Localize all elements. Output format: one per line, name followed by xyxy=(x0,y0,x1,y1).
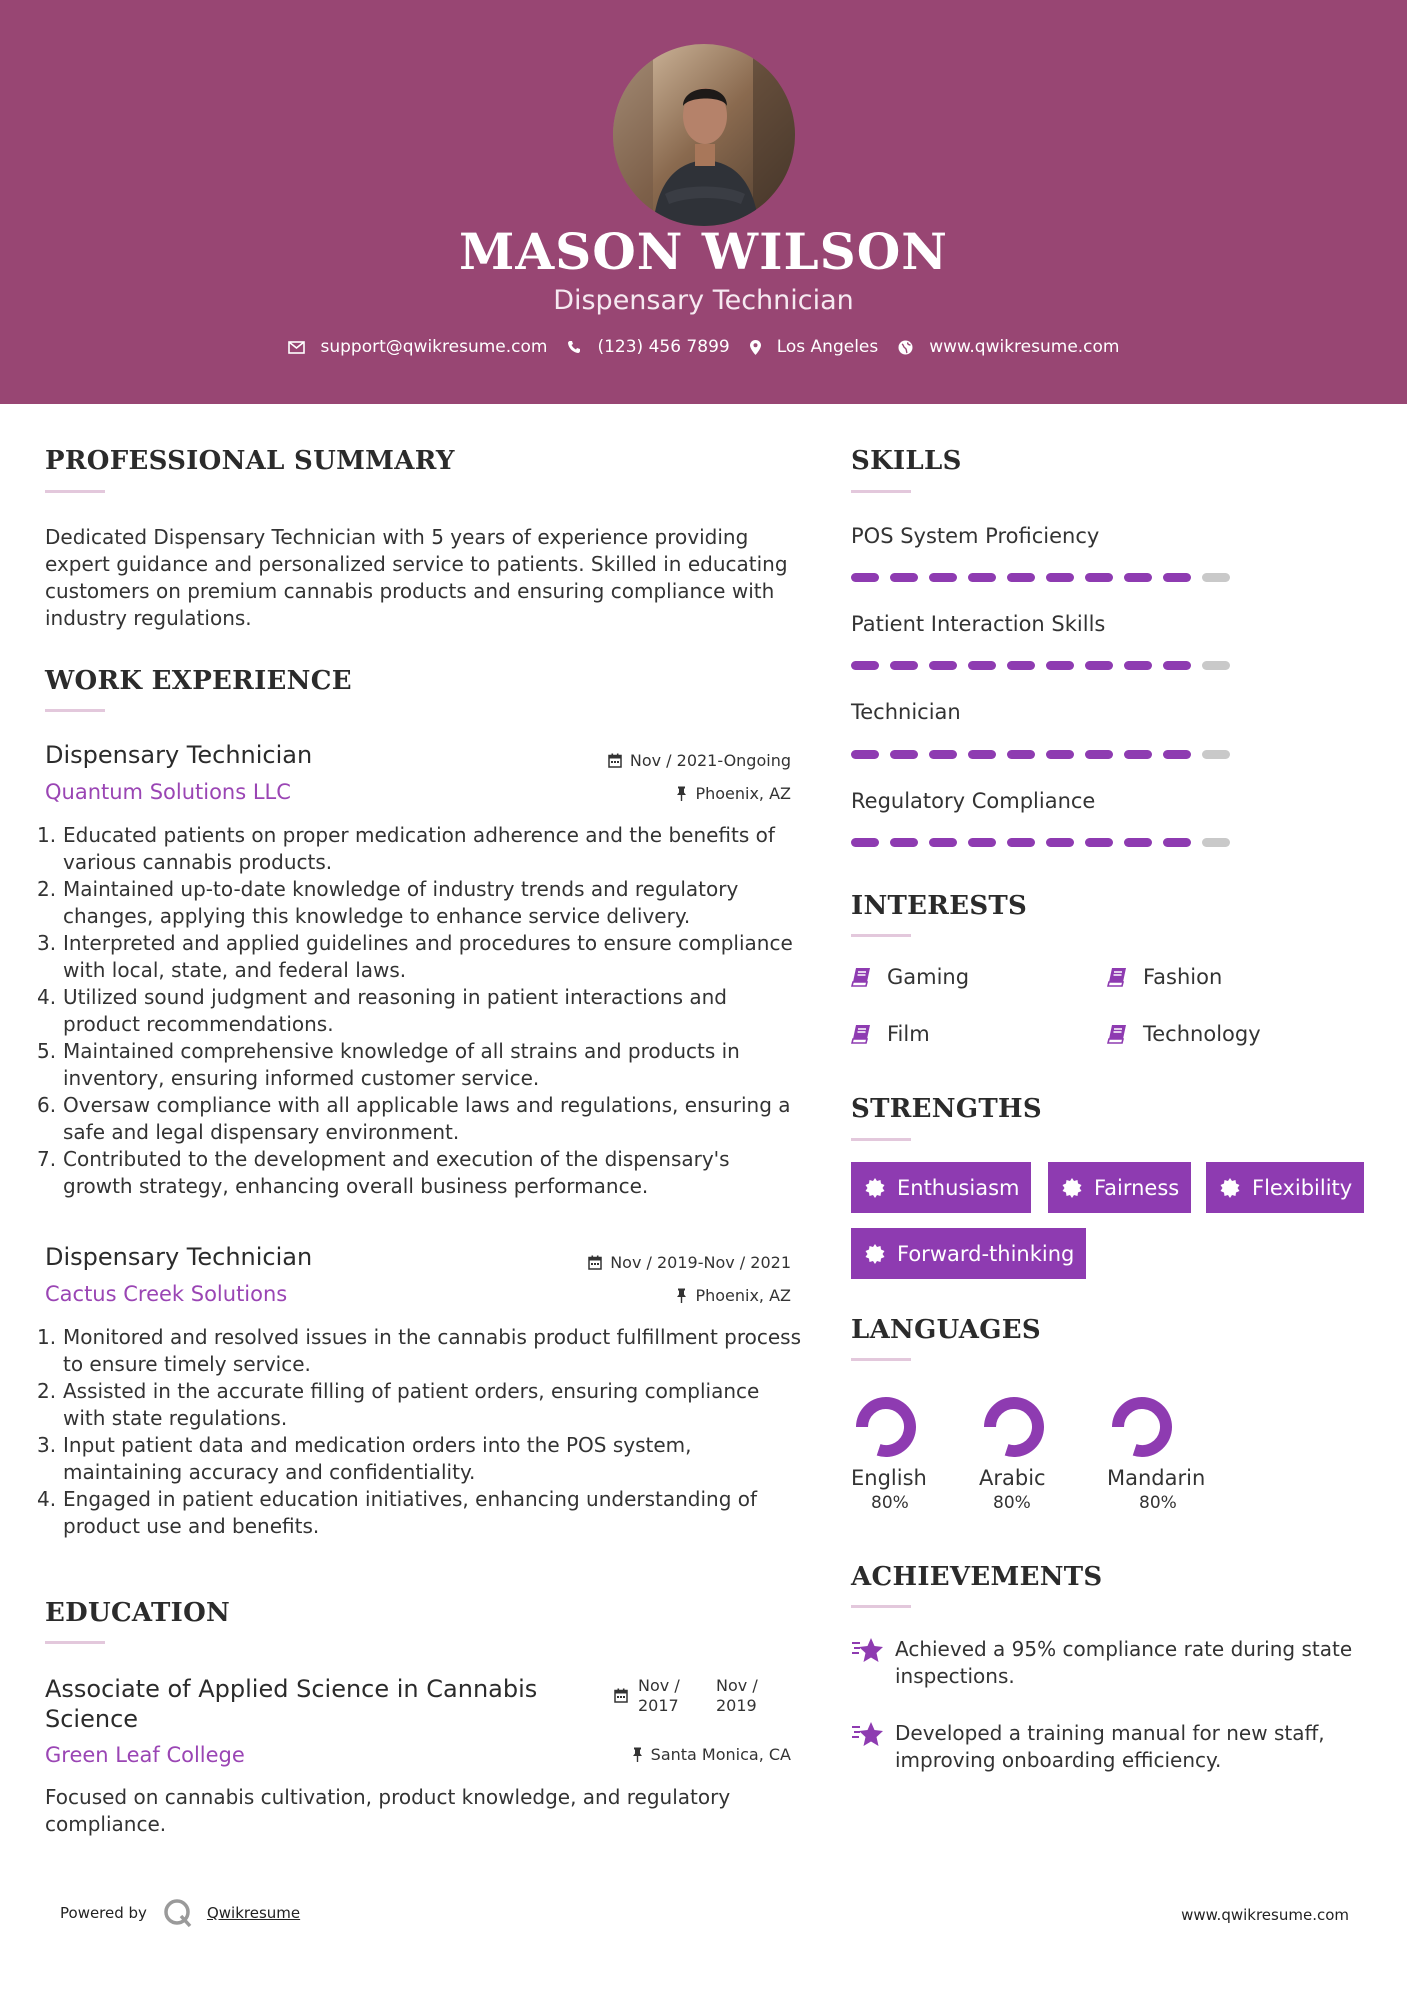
achievements-rule xyxy=(851,1605,911,1608)
skill-rating-segment xyxy=(1163,573,1191,582)
job-title: Dispensary Technician xyxy=(45,1243,313,1271)
degree-title: Associate of Applied Science in Cannabis Science xyxy=(45,1675,538,1733)
pushpin-icon xyxy=(676,1288,687,1303)
language-item xyxy=(1107,1392,1227,1513)
skill-label: Technician xyxy=(851,700,961,724)
list-item: 4. Engaged in patient education initiatives, enhancing understanding of product use and benefits. xyxy=(37,1487,758,1538)
skill-rating-segment xyxy=(890,661,918,670)
school-name: Green Leaf College xyxy=(45,1743,245,1767)
education-description: Focused on cannabis cultivation, product knowledge, and regulatory compliance. xyxy=(45,1785,731,1836)
list-item: 5. Maintained comprehensive knowledge of all strains and products in inventory, ensuring informed customer service. xyxy=(37,1039,740,1090)
phone-icon xyxy=(567,340,581,354)
skill-rating-segment xyxy=(1046,573,1074,582)
experience-heading: WORK EXPERIENCE xyxy=(45,666,352,696)
footer-powered-by xyxy=(60,1898,300,1928)
envelope-icon xyxy=(288,341,305,354)
education-dates xyxy=(614,1676,770,1716)
skill-rating-segment xyxy=(1163,838,1191,847)
strength-chip: Flexibility xyxy=(1206,1162,1364,1213)
skill-label: Patient Interaction Skills xyxy=(851,612,1106,636)
book-icon xyxy=(1107,967,1127,987)
skill-rating-segment xyxy=(1202,750,1230,759)
education-rule xyxy=(45,1641,105,1644)
skill-rating-segment xyxy=(968,573,996,582)
skill-rating-segment xyxy=(1163,750,1191,759)
job-bullet-list xyxy=(37,1324,805,1540)
language-progress-arc xyxy=(862,1403,910,1451)
skill-rating-bar xyxy=(851,661,1231,671)
skill-rating-bar xyxy=(851,750,1231,760)
badge-icon xyxy=(865,1244,885,1264)
pushpin-icon xyxy=(632,1747,643,1762)
badge-icon xyxy=(865,1178,885,1198)
skill-rating-segment xyxy=(1007,838,1035,847)
star-award-icon xyxy=(851,1720,885,1750)
contact-phone[interactable] xyxy=(567,337,729,357)
skill-rating-segment xyxy=(929,838,957,847)
skill-rating-segment xyxy=(851,750,879,759)
education-heading: EDUCATION xyxy=(45,1598,231,1628)
profile-photo xyxy=(613,44,795,226)
skill-rating-segment xyxy=(890,750,918,759)
skill-rating-segment xyxy=(1007,750,1035,759)
summary-heading: PROFESSIONAL SUMMARY xyxy=(45,446,455,476)
language-percent: 80% xyxy=(1139,1493,1177,1513)
list-item: 1. Monitored and resolved issues in the cannabis product fulfillment process to ensure timely service. xyxy=(37,1325,802,1376)
skill-rating-segment xyxy=(929,750,957,759)
website-text: www.qwikresume.com xyxy=(929,337,1120,357)
candidate-role: Dispensary Technician xyxy=(553,285,854,316)
job-company: Cactus Creek Solutions xyxy=(45,1282,288,1306)
map-pin-icon xyxy=(750,340,761,355)
skill-rating-segment xyxy=(1202,573,1230,582)
skill-rating-bar xyxy=(851,838,1231,848)
skill-rating-segment xyxy=(1163,661,1191,670)
job-title: Dispensary Technician xyxy=(45,741,313,769)
skills-heading: SKILLS xyxy=(851,446,962,476)
job-dates-text: Nov / 2019-Nov / 2021 xyxy=(610,1253,791,1272)
skill-rating-segment xyxy=(1124,573,1152,582)
education-location-text: Santa Monica, CA xyxy=(650,1745,791,1764)
skill-rating-segment xyxy=(1046,750,1074,759)
calendar-icon xyxy=(608,753,622,768)
summary-rule xyxy=(45,490,105,493)
star-award-icon xyxy=(851,1636,885,1666)
location-text: Los Angeles xyxy=(776,337,879,357)
skill-rating-segment xyxy=(1124,750,1152,759)
phone-text: (123) 456 7899 xyxy=(597,337,730,357)
resume-header xyxy=(0,0,1407,404)
language-progress-ring xyxy=(979,1392,1049,1462)
skill-rating-segment xyxy=(1007,661,1035,670)
book-icon xyxy=(851,967,871,987)
contact-row xyxy=(0,337,1407,357)
job-dates-text: Nov / 2021-Ongoing xyxy=(629,751,791,770)
job-location-text: Phoenix, AZ xyxy=(695,1286,791,1305)
achievement-item xyxy=(851,1720,1355,1774)
job-location xyxy=(676,784,791,803)
language-percent: 80% xyxy=(871,1493,909,1513)
skill-rating-segment xyxy=(968,661,996,670)
experience-rule xyxy=(45,709,105,712)
achievement-item xyxy=(851,1636,1355,1690)
list-item: 3. Input patient data and medication orders into the POS system, maintaining accuracy and confidentiality. xyxy=(37,1433,692,1484)
skill-rating-segment xyxy=(851,838,879,847)
language-name: English xyxy=(851,1466,927,1490)
skill-rating-segment xyxy=(1085,750,1113,759)
skill-rating-segment xyxy=(968,838,996,847)
languages-heading: LANGUAGES xyxy=(851,1315,1041,1345)
skill-label: POS System Proficiency xyxy=(851,524,1100,548)
job-bullet-list xyxy=(37,822,805,1200)
skill-rating-segment xyxy=(1124,838,1152,847)
skill-rating-segment xyxy=(1046,838,1074,847)
job-dates xyxy=(588,1253,791,1272)
skill-rating-segment xyxy=(1085,838,1113,847)
list-item: 2. Maintained up-to-date knowledge of industry trends and regulatory changes, applying this knowledge to enhance service delivery. xyxy=(37,877,739,928)
language-progress-arc xyxy=(990,1403,1038,1451)
list-item: 3. Interpreted and applied guidelines and procedures to ensure compliance with local, state, and federal laws. xyxy=(37,931,793,982)
interest-item: Fashion xyxy=(1107,965,1222,989)
language-item xyxy=(979,1392,1099,1513)
badge-icon xyxy=(1220,1178,1240,1198)
list-item: 4. Utilized sound judgment and reasoning in patient interactions and product recommendations. xyxy=(37,985,727,1036)
job-location xyxy=(676,1286,791,1305)
interest-item: Technology xyxy=(1107,1022,1261,1046)
summary-text: Dedicated Dispensary Technician with 5 years of experience providing expert guidance and personalized service to patients. Skilled in educating customers on premium cannabis products and ensuring compliance with industry regulations. xyxy=(45,525,788,630)
skill-label: Regulatory Compliance xyxy=(851,789,1096,813)
interest-item: Film xyxy=(851,1022,930,1046)
language-progress-ring xyxy=(1107,1392,1177,1462)
candidate-name: MASON WILSON xyxy=(459,222,948,281)
skill-rating-segment xyxy=(890,838,918,847)
skill-rating-segment xyxy=(890,573,918,582)
education-start: Nov / 2017 xyxy=(638,1676,680,1715)
skill-rating-segment xyxy=(1046,661,1074,670)
strength-chip: Enthusiasm xyxy=(851,1162,1031,1213)
skill-rating-segment xyxy=(1124,661,1152,670)
calendar-icon xyxy=(588,1255,602,1270)
badge-icon xyxy=(1062,1178,1082,1198)
strength-chip: Fairness xyxy=(1048,1162,1191,1213)
book-icon xyxy=(1107,1024,1127,1044)
list-item: 7. Contributed to the development and execution of the dispensary's growth strategy, enhancing overall business performance. xyxy=(37,1147,730,1198)
job-location-text: Phoenix, AZ xyxy=(695,784,791,803)
achievements-heading: ACHIEVEMENTS xyxy=(851,1562,1103,1592)
language-name: Arabic xyxy=(979,1466,1046,1490)
skill-rating-segment xyxy=(929,573,957,582)
skill-rating-segment xyxy=(1202,661,1230,670)
list-item: 6. Oversaw compliance with all applicable laws and regulations, ensuring a safe and legal dispensary environment. xyxy=(37,1093,791,1144)
skill-rating-segment xyxy=(929,661,957,670)
list-item: 2. Assisted in the accurate filling of patient orders, ensuring compliance with state regulations. xyxy=(37,1379,760,1430)
globe-icon xyxy=(898,340,913,355)
contact-email[interactable] xyxy=(288,337,548,357)
contact-website[interactable] xyxy=(898,337,1119,357)
skills-rule xyxy=(851,490,911,493)
language-progress-arc xyxy=(1118,1403,1166,1451)
skill-rating-segment xyxy=(968,750,996,759)
skill-rating-bar xyxy=(851,573,1231,583)
list-item: 1. Educated patients on proper medication adherence and the benefits of various cannabis products. xyxy=(37,823,775,874)
strengths-rule xyxy=(851,1138,911,1141)
achievement-text: Achieved a 95% compliance rate during state inspections. xyxy=(895,1637,1353,1688)
pushpin-icon xyxy=(676,786,687,801)
strength-chip: Forward-thinking xyxy=(851,1228,1086,1279)
language-percent: 80% xyxy=(993,1493,1031,1513)
interest-item: Gaming xyxy=(851,965,969,989)
job-dates xyxy=(608,751,791,770)
skill-rating-segment xyxy=(851,573,879,582)
skill-rating-segment xyxy=(851,661,879,670)
footer-url[interactable]: www.qwikresume.com xyxy=(1181,1906,1349,1924)
job-company: Quantum Solutions LLC xyxy=(45,780,291,804)
education-end: Nov / 2019 xyxy=(716,1676,758,1715)
contact-location xyxy=(750,337,879,357)
language-item xyxy=(851,1392,971,1513)
skill-rating-segment xyxy=(1202,838,1230,847)
languages-rule xyxy=(851,1358,911,1361)
email-text: support@qwikresume.com xyxy=(320,337,548,357)
book-icon xyxy=(851,1024,871,1044)
interests-heading: INTERESTS xyxy=(851,891,1028,921)
calendar-icon xyxy=(614,1688,628,1703)
language-progress-ring xyxy=(851,1392,921,1462)
qwikresume-logo-icon xyxy=(163,1898,193,1928)
language-name: Mandarin xyxy=(1107,1466,1206,1490)
education-location xyxy=(632,1745,791,1764)
powered-by-text: Powered by xyxy=(60,1904,147,1922)
skill-rating-segment xyxy=(1085,573,1113,582)
brand-link[interactable]: Qwikresume xyxy=(206,1904,301,1922)
skill-rating-segment xyxy=(1085,661,1113,670)
strengths-heading: STRENGTHS xyxy=(851,1094,1042,1124)
interests-rule xyxy=(851,934,911,937)
skill-rating-segment xyxy=(1007,573,1035,582)
achievement-text: Developed a training manual for new staff, improving onboarding efficiency. xyxy=(895,1721,1325,1772)
